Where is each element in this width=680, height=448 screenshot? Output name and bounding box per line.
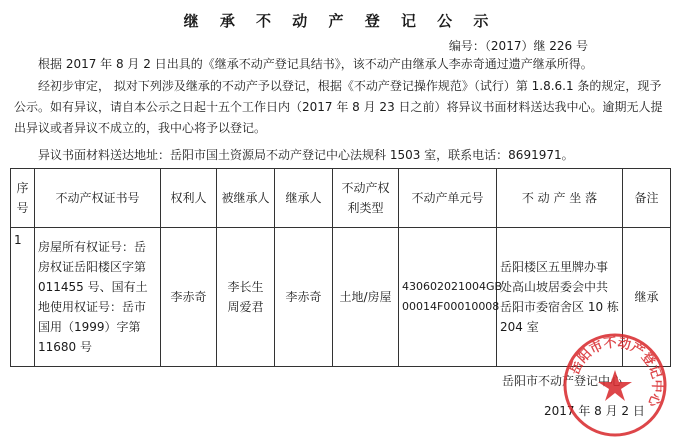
header-heir: 继承人 <box>275 169 333 228</box>
header-decedent: 被继承人 <box>217 169 275 228</box>
issuer-name: 岳阳市不动产登记中心 <box>502 374 623 388</box>
issue-date: 2017 年 8 月 2 日 <box>544 404 645 418</box>
unit-no-line-1: 430602021004GB <box>402 280 503 293</box>
header-right-type: 不动产权利类型 <box>333 169 399 228</box>
header-remark: 备注 <box>623 169 671 228</box>
header-location: 不 动 产 坐 落 <box>497 169 623 228</box>
cell-cert-no: 房屋所有权证号：岳房权证岳阳楼区字第 011455 号、国有土地使用权证号：岳市国用（1999）字第 11680 号 <box>35 228 161 367</box>
cell-seq: 1 <box>11 228 35 367</box>
cell-right-type: 土地/房屋 <box>333 228 399 367</box>
decedent-name-1: 李长生 <box>227 280 264 294</box>
cell-unit-no <box>399 228 503 367</box>
header-unit-no: 不动产单元号 <box>399 169 497 228</box>
objection-address: 异议书面材料送达地址：岳阳市国土资源局不动产登记中心法规科 1503 室，联系电话：8691971。 <box>38 148 574 162</box>
document-number: 编号：（2017）继 226 号 <box>448 39 588 53</box>
header-seq: 序号 <box>11 169 35 228</box>
cell-remark: 继承 <box>623 228 671 367</box>
cell-owner: 李赤奇 <box>161 228 217 367</box>
svg-text:岳阳市不动产登记中心: 岳阳市不动产登记中心 <box>567 335 665 409</box>
header-cert-no: 不动产权证书号 <box>35 169 161 228</box>
cell-heir: 李赤奇 <box>275 228 333 367</box>
decedent-name-2: 周爱君 <box>227 300 264 314</box>
official-seal-icon <box>560 330 670 440</box>
cell-decedent <box>217 228 275 367</box>
cell-location: 岳阳楼区五里牌办事处高山坡居委会中共岳阳市委宿舍区 10 栋 204 室 <box>497 228 623 367</box>
header-owner: 权利人 <box>161 169 217 228</box>
paragraph-intro: 根据 2017 年 8 月 2 日出具的《继承不动产登记具结书》，该不动产由继承人李赤奇通过遗产继承所得。 <box>38 57 593 71</box>
paragraph-notice: 经初步审定， 拟对下列涉及继承的不动产予以登记，根据《不动产登记操作规范》（试行）第 1.8.6.1 条的规定，现予公示。如有异议，请自本公示之日起十五个工作日内（2017 年 8 月 23 日之前）将异议书面材料送达我中心。逾期无人提出异议或者异议不成立的，我中心将予以登记。 <box>14 79 663 135</box>
page-title: 继 承 不 动 产 登 记 公 示 <box>183 12 497 30</box>
table-header-row <box>11 169 671 228</box>
unit-no-line-2: 00014F00010008 <box>402 300 500 313</box>
